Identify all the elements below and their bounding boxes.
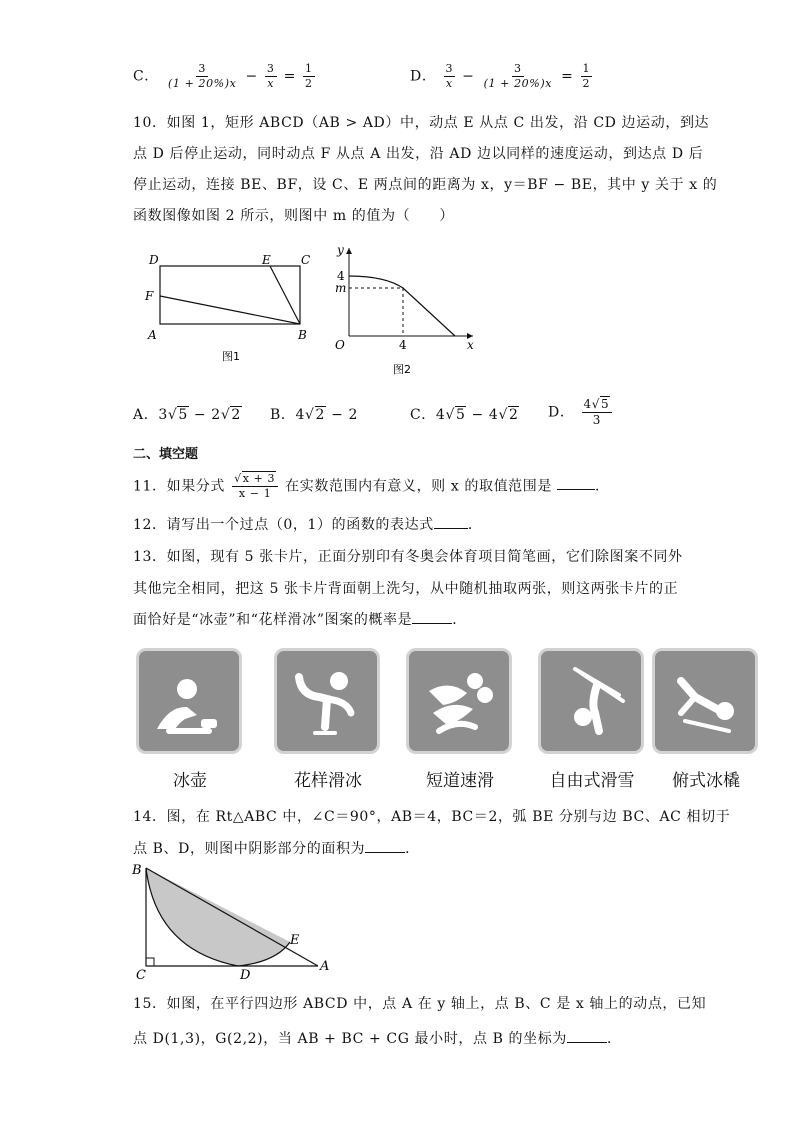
freestyle-skiing-icon: [541, 651, 641, 751]
label-d: D: [240, 968, 251, 983]
right-angle-mark: [146, 958, 154, 966]
q10-figure-1: [140, 248, 330, 373]
card-caption-3: 短道速滑: [426, 771, 494, 791]
q9-option-c: C． $\frac{3}{(1 + 20\%)x}$ − $\frac{3}{x}$ = $\frac{1}{2}$: [133, 62, 313, 90]
label-four-x: 4: [399, 338, 407, 352]
card-figure-skating: [274, 648, 380, 754]
label-y: y: [337, 243, 344, 257]
card-short-track: [406, 648, 512, 754]
card-curling: [136, 648, 242, 754]
label-four-y: 4: [337, 269, 345, 283]
figure-1-caption: 图1: [222, 350, 240, 363]
label-d: D: [149, 253, 159, 267]
skeleton-icon: [655, 651, 755, 751]
label-a: A: [148, 328, 157, 342]
q13-answer-blank[interactable]: [412, 623, 452, 624]
label-e: E: [290, 933, 300, 948]
q10-option-c: C．4√5 − 4√2: [410, 407, 519, 423]
q15-line-2: 点 D(1,3)，G(2,2)，当 AB + BC + CG 最小时，点 B 的坐标为 ．: [133, 1031, 622, 1047]
card-caption-4: 自由式滑雪: [549, 771, 635, 791]
label-c: C: [301, 253, 311, 267]
q10-figure-2: [325, 240, 485, 380]
section-title: 二、填空题: [133, 447, 199, 462]
card-caption-5: 俯式冰橇: [672, 771, 740, 791]
shaded-region: [146, 868, 290, 966]
card-caption-1: 冰壶: [173, 771, 207, 791]
short-track-icon: [409, 651, 509, 751]
q12-answer-blank[interactable]: [434, 528, 468, 529]
function-graph: [349, 276, 455, 336]
q11: 11．如果分式 $\frac{√x + 3}{x - 1}$ 在实数范围内有意义，则 x 的取值范围是 ．: [133, 472, 610, 500]
q14-figure: [128, 858, 338, 983]
figure-skating-icon: [277, 651, 377, 751]
label-b: B: [132, 863, 142, 878]
label-b: B: [298, 328, 307, 342]
q10-option-a: A．3√5 − 2√2: [133, 407, 241, 423]
card-freestyle-skiing: [538, 648, 644, 754]
card-skeleton: [652, 648, 758, 754]
q9-option-d: D． $\frac{3}{x}$ − $\frac{3}{(1 + 20\%)x}$ = $\frac{1}{2}$: [410, 62, 591, 90]
q10-option-d: D． $\frac{4√5}{3}$: [548, 397, 614, 428]
q14-answer-blank[interactable]: [365, 852, 405, 853]
label-x: x: [467, 338, 474, 352]
q15-answer-blank[interactable]: [567, 1042, 607, 1043]
q10-line-4: 函数图像如图 2 所示，则图中 m 的值为（ ）: [133, 208, 454, 224]
label-m: m: [335, 281, 347, 295]
segment-bf: [160, 296, 300, 324]
q15-line-1: 15．如图，在平行四边形 ABCD 中，点 A 在 y 轴上，点 B、C 是 x 轴上的动点，已知: [133, 996, 707, 1012]
q10-line-1: 10．如图 1，矩形 ABCD（AB > AD）中，动点 E 从点 C 出发，沿 CD 边运动，到达: [133, 115, 710, 131]
y-axis-arrow: [346, 248, 352, 254]
q11-answer-blank[interactable]: [557, 489, 595, 490]
card-caption-2: 花样滑冰: [294, 771, 362, 791]
label-e: E: [262, 253, 271, 267]
q10-line-3: 停止运动，连接 BE、BF，设 C、E 两点间的距离为 x，y＝BF − BE，其中 y 关于 x 的: [133, 177, 718, 193]
rectangle-abcd: [160, 266, 300, 324]
label-o: O: [335, 338, 345, 352]
q10-line-2: 点 D 后停止运动，同时动点 F 从点 A 出发，沿 AD 边以同样的速度运动，到达点 D 后: [133, 146, 704, 162]
q14-line-1: 14．图，在 Rt△ABC 中，∠C＝90°，AB＝4，BC＝2，弧 BE 分别与边 BC、AC 相切于: [133, 809, 731, 825]
q12: 12．请写出一个过点（0，1）的函数的表达式 ．: [133, 517, 483, 533]
q14-line-2: 点 B、D，则图中阴影部分的面积为 ．: [133, 841, 420, 857]
figure-2-caption: 图2: [393, 363, 411, 376]
label-a: A: [320, 959, 330, 974]
curling-icon: [139, 651, 239, 751]
label-c: C: [136, 968, 146, 983]
segment-be: [270, 266, 300, 324]
q13-line-1: 13．如图，现有 5 张卡片，正面分别印有冬奥会体育项目简笔画，它们除图案不同外: [133, 549, 683, 565]
q13-line-3: 面恰好是“冰壶”和“花样滑冰”图案的概率是 ．: [133, 612, 467, 628]
label-f: F: [145, 289, 154, 303]
q10-option-b: B．4√2 − 2: [270, 407, 359, 423]
q13-line-2: 其他完全相同，把这 5 张卡片背面朝上洗匀，从中随机抽取两张，则这两张卡片的正: [133, 581, 679, 597]
